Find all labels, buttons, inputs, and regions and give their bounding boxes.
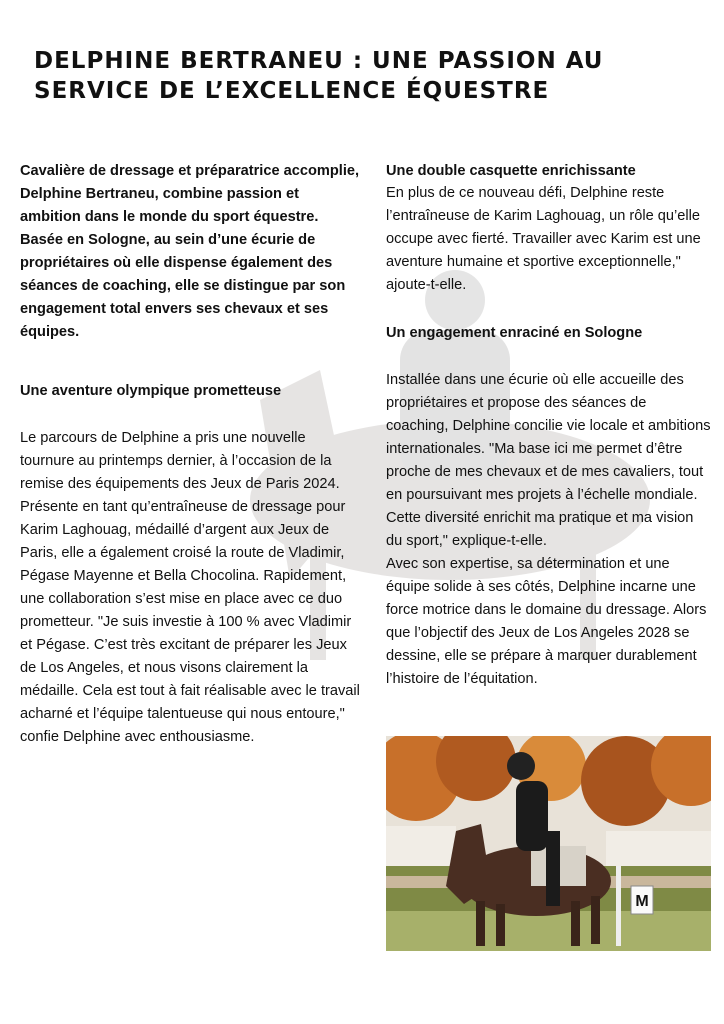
page-title: DELPHINE BERTRANEU : UNE PASSION AU SERVICE DE L’EXCELLENCE ÉQUESTRE [34, 48, 604, 104]
section-body-conclusion: Avec son expertise, sa détermination et une équipe solide à ses côtés, Delphine incarne une force motrice dans le domaine du dressage. Alors que l’objectif des Jeux de Los Angeles 2028 se dessine, elle se prépare à marquer durablement l’histoire de l’équitation. [386, 556, 707, 687]
section-heading-double-role: Une double casquette enrichissante [386, 163, 636, 179]
section-body-olympic: Le parcours de Delphine a pris une nouvelle tournure au printemps dernier, à l’occasion de la remise des équipements des Jeux de Paris 2024. Présente en tant qu’entraîneuse de dressage pour Karim Laghouag, médaillé d’argent aux Jeux de Paris, elle a également croisé la route de Vladimir, Pégase Mayenne et Bella Chocolina. Rapidement, une collaboration s’est mise en place avec ce duo prometteur. "Je suis investie à 100 % avec Vladimir et Pégase. C’est très excitant de préparer les Jeux de Los Angeles, et nous visons clairement la médaille. Cela est tout à fait réalisable avec le travail acharné et l’équipe talentueuse qui nous entoure," confie Delphine avec enthousiasme. [20, 430, 360, 745]
section-heading-olympic: Une aventure olympique prometteuse [20, 383, 282, 399]
lead-paragraph: Cavalière de dressage et préparatrice accomplie, Delphine Bertraneu, combine passion et ambition dans le monde du sport équestre. Basée en Sologne, au sein d’une écurie de propriétaires où elle dispense également des séances de coaching, elle se distingue par son engagement total envers ses chevaux et ses équipes. [20, 163, 360, 340]
photo-illustration [386, 736, 711, 951]
left-column [20, 160, 360, 749]
section-heading-sologne: Un engagement enraciné en Sologne [386, 325, 643, 341]
right-column [386, 160, 711, 691]
section-body-sologne: Installée dans une écurie où elle accueille des propriétaires et propose des séances de coaching, Delphine concilie vie locale et ambitions internationales. "Ma base ici me permet d’être proche de mes chevaux et de mes cavaliers, tout en poursuivant mes projets à l’échelle mondiale. Cette diversité enrichit ma pratique et ma vision du sport," explique-t-elle. [386, 372, 711, 549]
section-body-double-role: En plus de ce nouveau défi, Delphine reste l’entraîneuse de Karim Laghouag, un rôle qu’elle occupe avec fierté. Travailler avec Karim est une aventure humaine et sportive exceptionnelle," ajoute-t-elle. [386, 185, 701, 293]
rider-horse-photo [386, 736, 711, 951]
dressage-marker-letter: M [635, 893, 649, 910]
